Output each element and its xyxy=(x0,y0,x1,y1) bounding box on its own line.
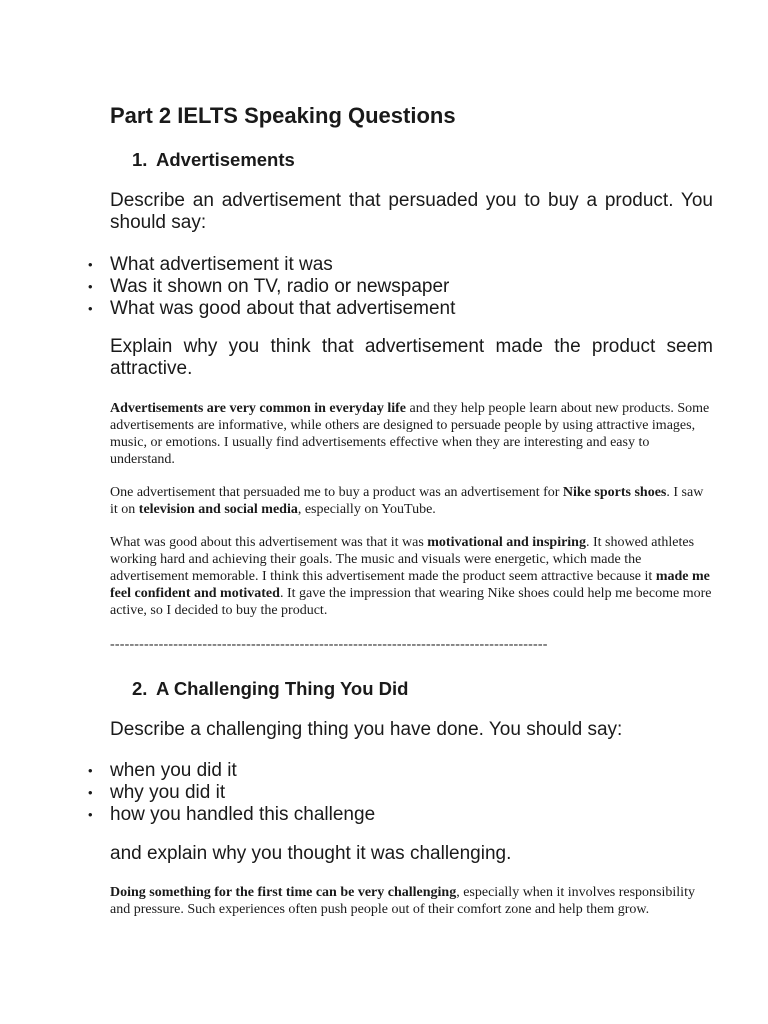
answer-paragraph: Advertisements are very common in everyday life and they help people learn about new products. Some advertisements are informative, while others are designed to persuade people by using attractive images, music, or emotions. I usually find advertisements effective when they are interesting and easy to understand. xyxy=(110,401,710,467)
bullet-icon: • xyxy=(88,807,93,822)
list-item: • Was it shown on TV, radio or newspaper xyxy=(88,276,450,297)
list-item: • when you did it xyxy=(88,760,237,781)
list-item: • how you handled this challenge xyxy=(88,804,376,825)
bullet-icon: • xyxy=(88,257,93,272)
list-item: • What advertisement it was xyxy=(88,254,333,275)
cue-card-bullet-list xyxy=(88,254,713,320)
cue-card-explain: and explain why you thought it was challenging. xyxy=(110,843,512,864)
section-number: 1. xyxy=(132,149,148,170)
page-title: Part 2 IELTS Speaking Questions xyxy=(110,103,456,128)
section-title: A Challenging Thing You Did xyxy=(156,678,409,699)
section-heading-advertisements xyxy=(132,149,295,171)
bullet-icon: • xyxy=(88,301,93,316)
section-divider: ------------------------------------------------------------------------------------------ xyxy=(110,637,548,652)
list-item: • why you did it xyxy=(88,782,226,803)
answer-paragraph: Doing something for the first time can be very challenging, especially when it involves responsibility and pressure. Such experiences often push people out of their comfort zone and help them grow. xyxy=(110,885,695,917)
bullet-icon: • xyxy=(88,279,93,294)
section-number: 2. xyxy=(132,678,148,699)
cue-card-bullet-list xyxy=(88,760,713,826)
section-title: Advertisements xyxy=(156,149,295,170)
cue-card-prompt: Describe an advertisement that persuaded you to buy a product. You should say: xyxy=(110,190,713,233)
list-item: • What was good about that advertisement xyxy=(88,298,456,319)
cue-card-prompt: Describe a challenging thing you have done. You should say: xyxy=(110,719,623,740)
answer-paragraph: What was good about this advertisement was that it was motivational and inspiring. It showed athletes working hard and achieving their goals. The music and visuals were energetic, which made the advertisement memorable. I think this advertisement made the product seem attractive because it made me feel confident and motivated. It gave the impression that wearing Nike shoes could help me become more active, so I decided to buy the product. xyxy=(110,535,712,618)
answer-paragraph: One advertisement that persuaded me to buy a product was an advertisement for Nike sports shoes. I saw it on television and social media, especially on YouTube. xyxy=(110,485,704,517)
section-heading-challenging-thing xyxy=(132,678,408,700)
cue-card-explain: Explain why you think that advertisement made the product seem attractive. xyxy=(110,336,713,379)
bullet-icon: • xyxy=(88,785,93,800)
bullet-icon: • xyxy=(88,763,93,778)
